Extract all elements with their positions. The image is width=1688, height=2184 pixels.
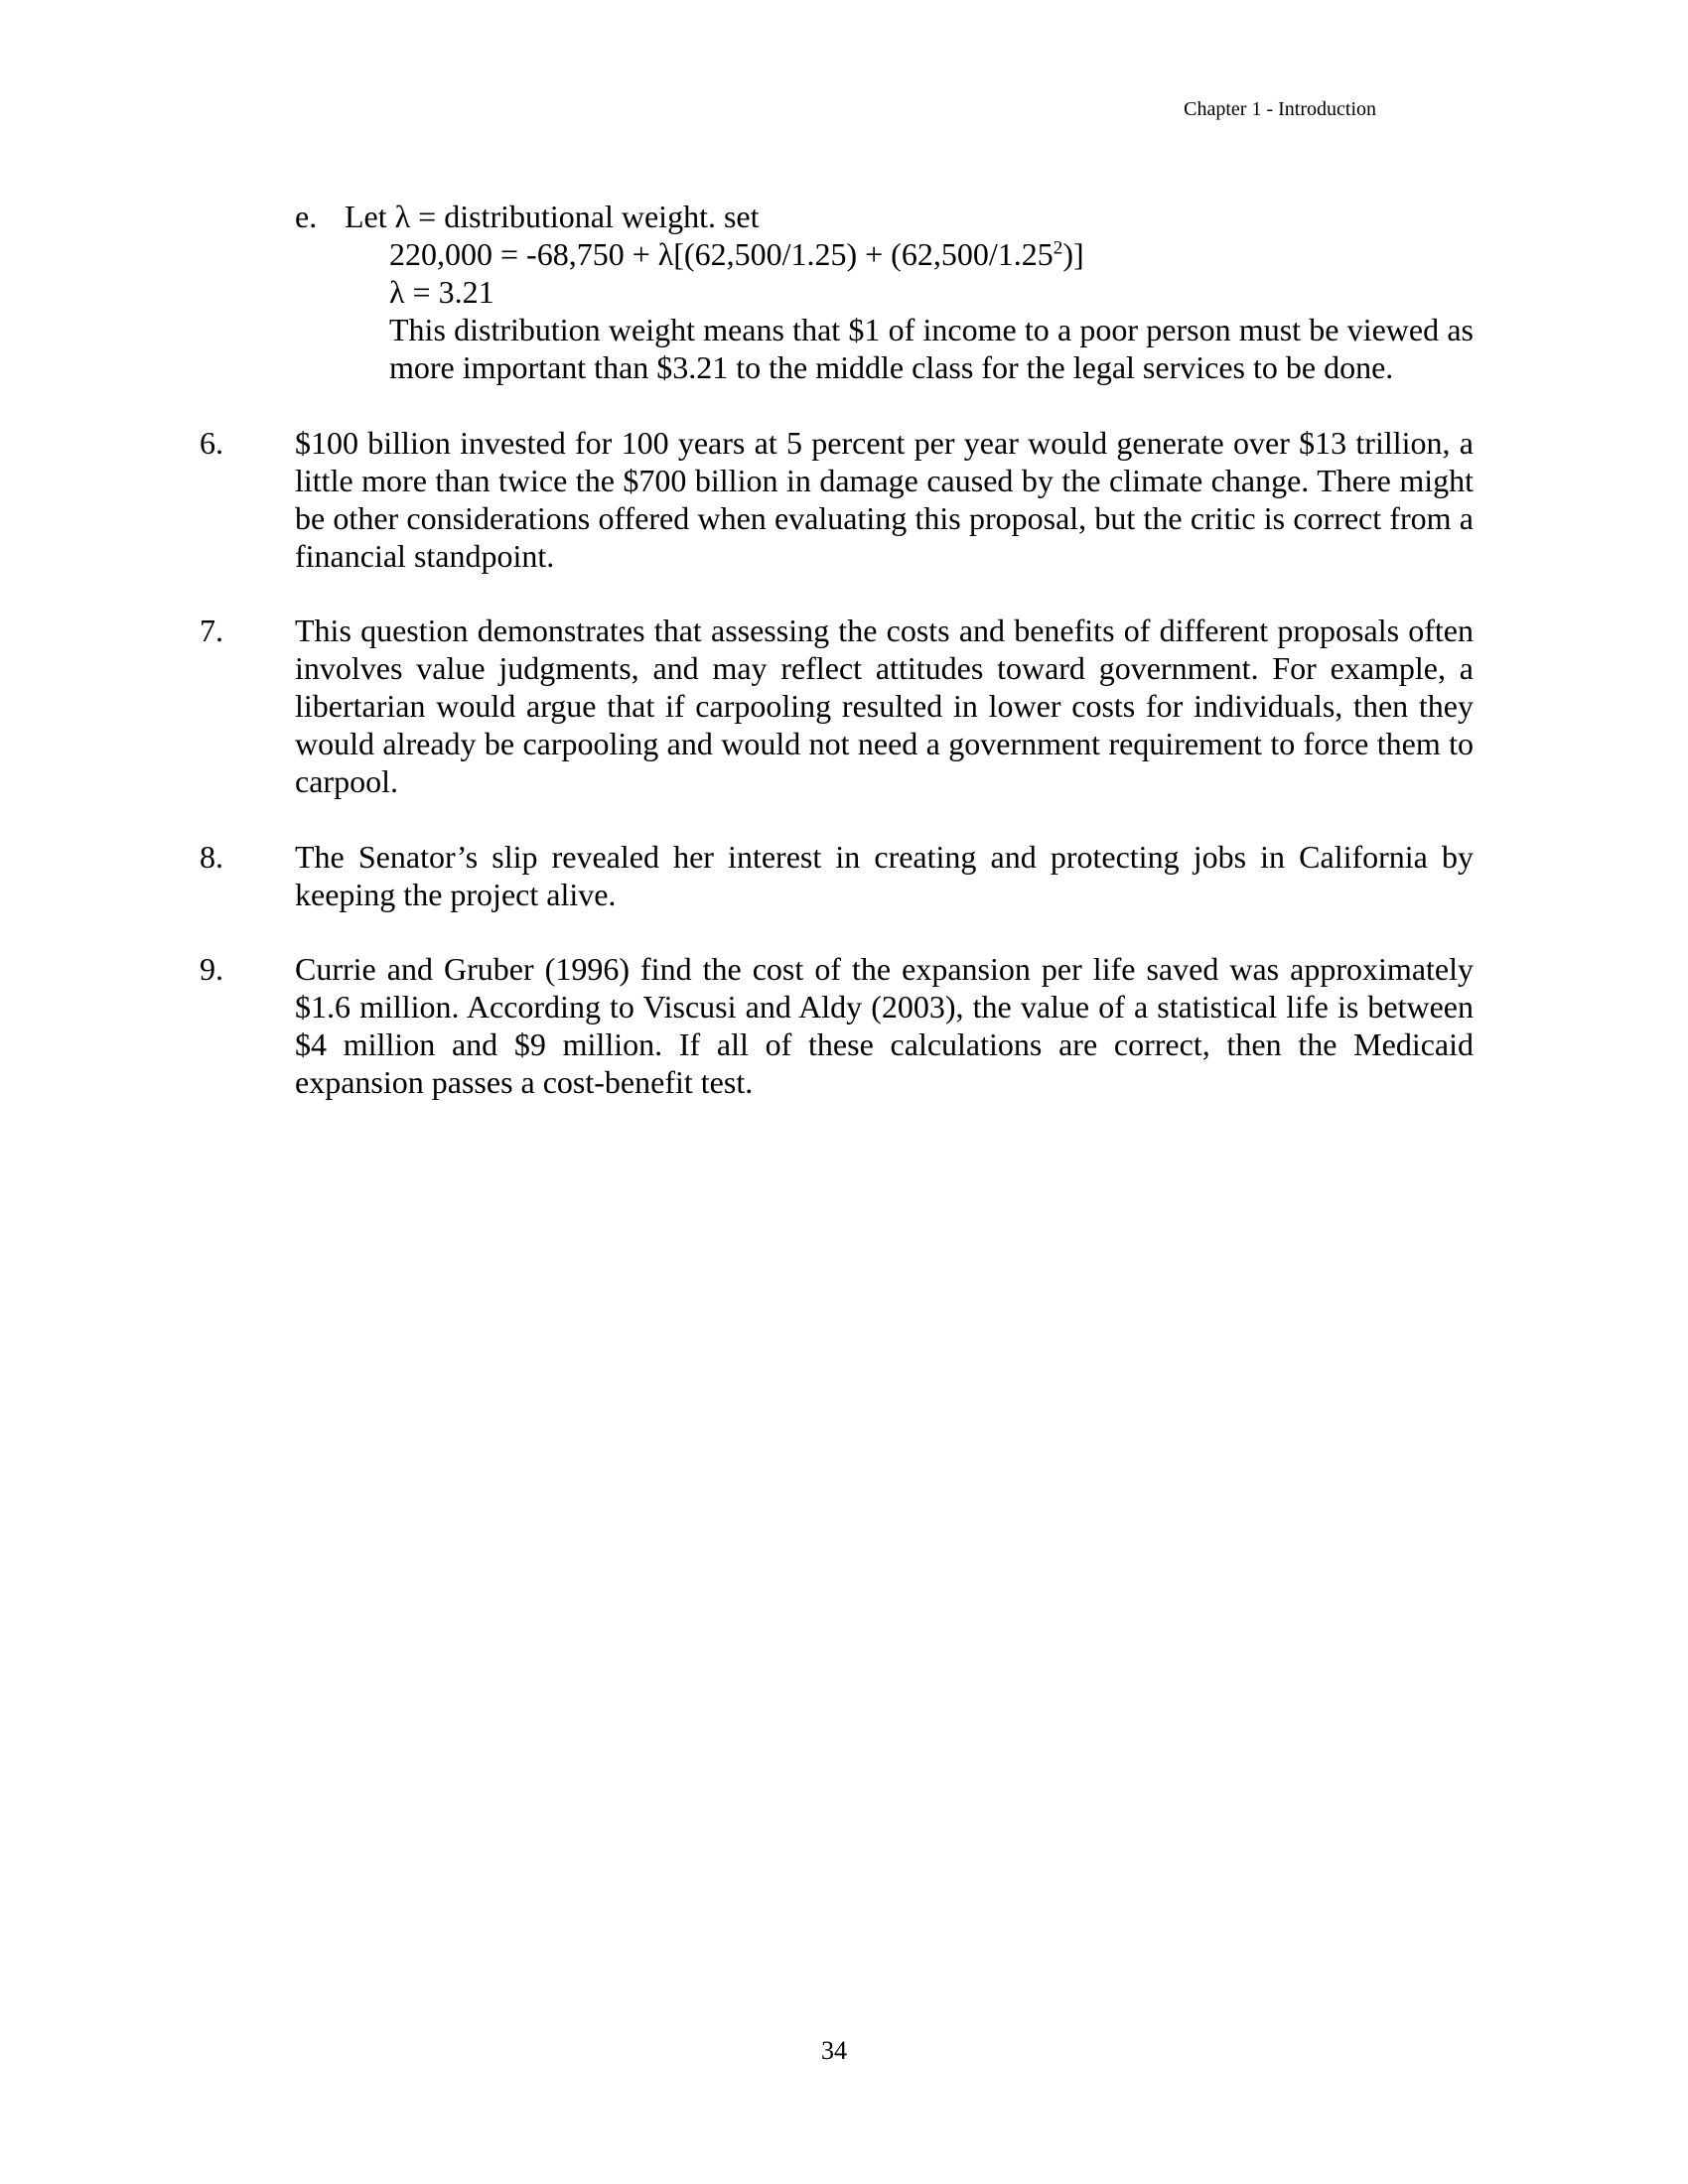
page-number: 34 [821,2036,847,2065]
equation-result: λ = 3.21 [389,274,494,310]
explanation: This distribution weight means that $1 of income to a poor person must be viewed as more important than $3.21 to the middle class for the legal services to be done. [389,312,1474,385]
equation-exponent: 2 [1053,237,1063,259]
item-text: Currie and Gruber (1996) find the cost of the expansion per life saved was approximately $1.6 million. According to Viscusi and Aldy (2003), the value of a statistical life is between $4 million and $9 million. If all of these calculations are correct, then the Medicaid expansion passes a cost-benefit test. [295,951,1474,1100]
item-text: The Senator’s slip revealed her interest in creating and protecting jobs in California by keeping the project alive. [295,839,1474,912]
item-text: $100 billion invested for 100 years at 5 percent per year would generate over $13 trillion, a little more than twice the $700 billion in damage caused by the climate change. There might be other considerations offered when evaluating this proposal, but the critic is correct from a financial standpoint. [295,425,1474,574]
item-number: 8. [200,839,223,875]
item-text: This question demonstrates that assessing the costs and benefits of different proposals often involves value judgments, and may reflect attitudes toward government. For example, a libertarian would argue that if carpooling resulted in lower costs for individuals, then they would already be carpooling and would not need a government requirement to force them to carpool. [295,613,1474,799]
item-number: 7. [200,613,223,648]
equation [389,235,1474,273]
item-intro: Let λ = distributional weight. set [345,199,760,234]
item-number: 6. [200,425,223,461]
item-number: 9. [200,951,223,987]
running-header: Chapter 1 - Introduction [1184,98,1376,120]
item-label: e. [295,199,318,234]
equation-end: )] [1062,236,1084,272]
equation-main: 220,000 = -68,750 + λ[(62,500/1.25) + (62,500/1.25 [389,236,1054,272]
